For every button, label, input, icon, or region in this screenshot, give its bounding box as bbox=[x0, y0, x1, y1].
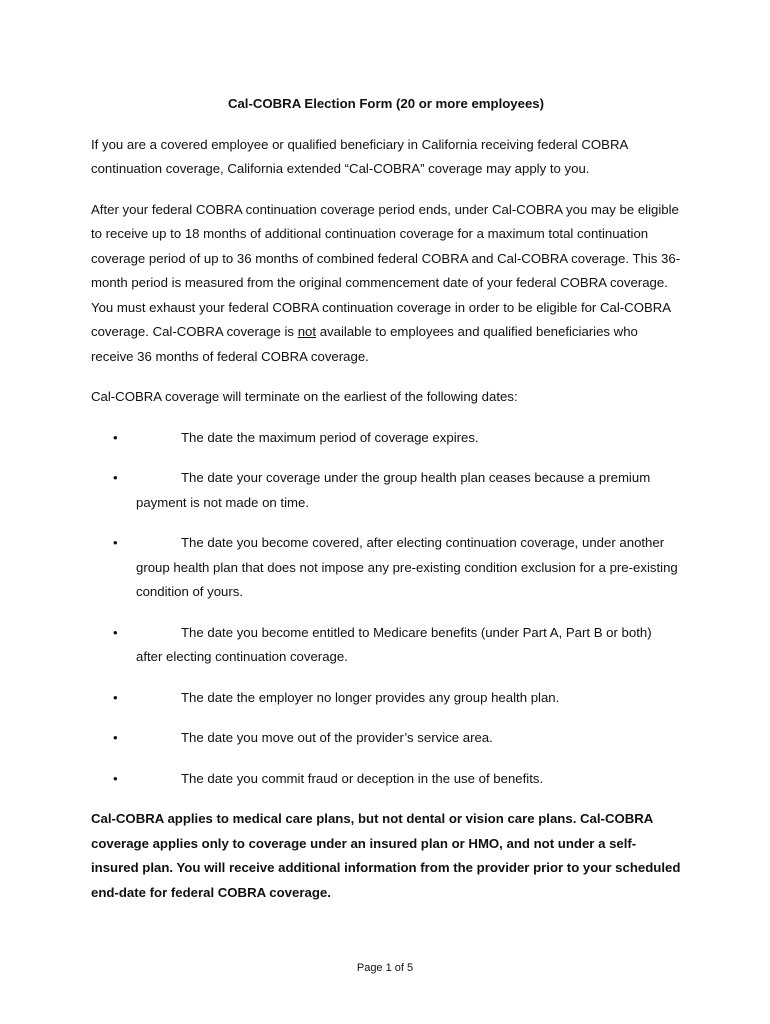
list-item bbox=[91, 466, 681, 515]
bullet-icon: • bbox=[113, 689, 118, 705]
eligibility-underlined-word: not bbox=[297, 324, 317, 339]
intro-paragraph: If you are a covered employee or qualified beneficiary in California receiving federal COBRA continuation coverage, California extended “Cal-COBRA” coverage may apply to you. bbox=[91, 136, 628, 176]
list-item-text: The date you become entitled to Medicare benefits (under Part A, Part B or both) after electing continuation coverage. bbox=[136, 624, 652, 664]
bullet-icon: • bbox=[113, 429, 118, 445]
bullet-icon: • bbox=[113, 624, 118, 640]
bullet-icon: • bbox=[113, 470, 118, 485]
list-item-text: The date you become covered, after electing continuation coverage, under another group health plan that does not impose any pre-existing condition exclusion for a pre-existing condition of yours. bbox=[136, 535, 678, 599]
bullet-icon: • bbox=[113, 535, 118, 550]
bullet-icon: • bbox=[113, 730, 118, 745]
list-item bbox=[91, 621, 681, 670]
document-body bbox=[91, 92, 681, 921]
termination-intro: Cal-COBRA coverage will terminate on the earliest of the following dates: bbox=[91, 389, 518, 404]
list-item-text: The date you commit fraud or deception in the use of benefits. bbox=[181, 770, 544, 786]
list-item-text: The date the employer no longer provides any group health plan. bbox=[181, 689, 560, 705]
closing-paragraph: Cal-COBRA applies to medical care plans, but not dental or vision care plans. Cal-COBRA coverage applies only to coverage under an insured plan or HMO, and not under a self-insured plan. You will receive additional information from the provider prior to your scheduled end-date for federal COBRA coverage. bbox=[91, 811, 681, 900]
list-item bbox=[91, 531, 681, 605]
termination-list bbox=[91, 426, 681, 792]
eligibility-text-after: available to employees and qualified beneficiaries who receive 36 months of federal COBRA coverage. bbox=[91, 324, 638, 364]
eligibility-text-before: After your federal COBRA continuation coverage period ends, under Cal-COBRA you may be eligible to receive up to 18 months of additional continuation coverage for a maximum total continuation coverage period of up to 36 months of combined federal COBRA and Cal-COBRA coverage. This 36-month period is measured from the original commencement date of your federal COBRA coverage. You must exhaust your federal COBRA continuation coverage in order to be eligible for Cal-COBRA coverage. Cal-COBRA coverage is bbox=[91, 201, 681, 339]
list-item-text: The date your coverage under the group health plan ceases because a premium payment is not made on time. bbox=[136, 470, 651, 510]
document-title: Cal-COBRA Election Form (20 or more employees) bbox=[227, 96, 545, 111]
list-item bbox=[91, 726, 681, 751]
eligibility-paragraph bbox=[91, 198, 681, 370]
list-item bbox=[91, 767, 681, 792]
page-number: Page 1 of 5 bbox=[356, 962, 414, 974]
list-item bbox=[91, 686, 681, 711]
list-item-text: The date the maximum period of coverage expires. bbox=[181, 429, 479, 445]
list-item-text: The date you move out of the provider’s service area. bbox=[181, 730, 493, 745]
bullet-icon: • bbox=[113, 770, 118, 786]
list-item bbox=[91, 426, 681, 451]
